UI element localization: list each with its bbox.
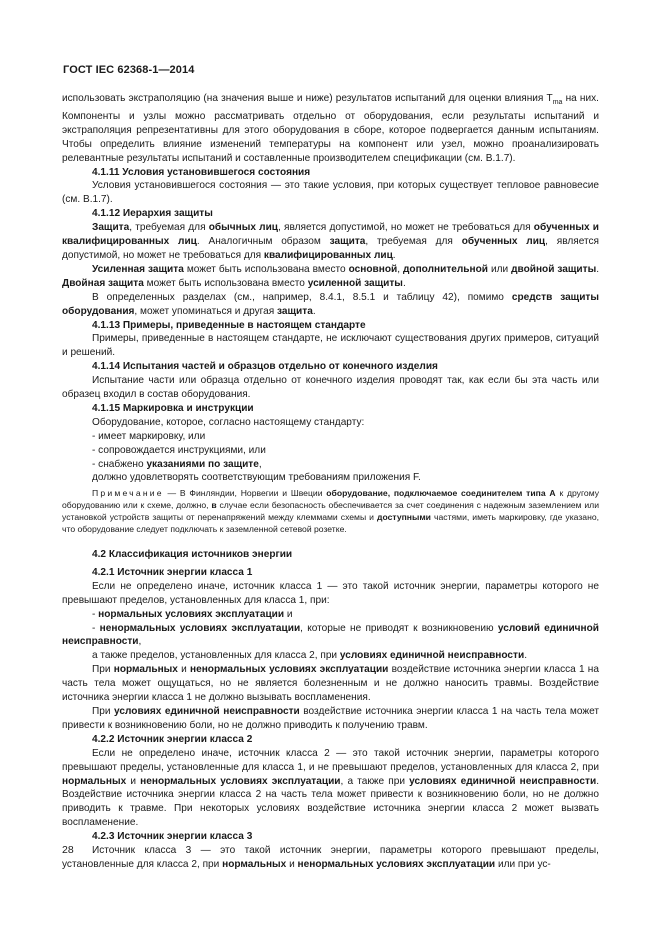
term: нормальных <box>113 664 178 676</box>
note-label: Примечание <box>92 488 164 499</box>
term: средств защиты оборудования <box>62 291 599 317</box>
text: При <box>92 664 114 676</box>
paragraph: Примеры, приведенные в настоящем стандарте, не исключают существования других примеров, ситуаций и решений. <box>62 333 599 359</box>
term: защита <box>329 236 366 248</box>
term: дополнительной <box>403 263 488 275</box>
note <box>62 488 599 536</box>
paragraph: Испытание части или образца отдельно от конечного изделия проводят так, как если бы эта часть или образец входил в состав оборудования. <box>62 375 599 401</box>
text: . <box>312 305 316 317</box>
term: оборудование, подключаемое соединителем типа А <box>326 488 556 499</box>
paragraph: должно удовлетворять соответствующим требованиям приложения F. <box>92 472 421 484</box>
text: может быть использована вместо <box>143 277 308 289</box>
text: , <box>397 263 404 275</box>
section-heading: 4.1.13 Примеры, приведенные в настоящем стандарте <box>92 319 366 331</box>
page-number: 28 <box>62 844 74 856</box>
text: . <box>392 249 396 261</box>
text: а также пределов, установленных для класса 2, при <box>92 650 340 662</box>
text: , которые не приводят к возникновению <box>300 622 498 634</box>
paragraph <box>62 663 599 705</box>
list-item <box>62 458 599 472</box>
text: и <box>126 775 141 787</box>
section-heading: 4.1.14 Испытания частей и образцов отдельно от конечного изделия <box>92 361 438 373</box>
text: , требуемая для <box>129 222 209 234</box>
term: нормальных условиях эксплуатации <box>98 608 285 620</box>
list-item <box>62 622 599 650</box>
text: В определенных разделах (см., например, 8.4.1, 8.5.1 и таблицу 42), помимо <box>92 291 512 303</box>
section-heading: 4.2.3 Источник энергии класса 3 <box>92 831 253 843</box>
document-header: ГОСТ IEC 62368-1—2014 <box>63 64 195 76</box>
term: указаниями по защите <box>146 458 259 470</box>
text: . <box>402 277 406 289</box>
term: квалифицированных лиц <box>263 249 393 261</box>
term: защита <box>277 305 313 317</box>
term: Двойная защита <box>62 277 144 289</box>
section-heading: 4.2.1 Источник энергии класса 1 <box>92 566 253 578</box>
text: Источник класса 3 — это такой источник энергии, параметры которого превышают пределы, установленные для класса 2, при <box>62 845 599 870</box>
text: воздействие источника энергии класса 1 на часть тела может ощущаться, но не является болезненным и не должно наносить травмы. Воздействие источника энергии класса 1 не должно вызывать воспламенения. <box>62 664 599 704</box>
text: , требуемая для <box>365 236 462 248</box>
section-heading: 4.2 Классификация источников энергии <box>92 549 293 561</box>
paragraph <box>62 263 599 291</box>
text: на них. Компоненты и узлы можно рассматривать отдельно от оборудования, если результаты испытаний и экстраполяция репрезентативны для этого оборудования в сборе, которое подвергается данным испытаниям. Чтобы определить влияние изменений температуры на компонент или узел, можно проанализировать релевантные результаты испытаний и составленные производителем спецификации (см. В.1.7). <box>62 93 599 164</box>
subscript: ma <box>552 99 563 107</box>
paragraph <box>62 649 599 663</box>
text: . Воздействие источника энергии класса 2 на часть тела может привести к возникновению боли, но не должно приводить к травме. При некоторых условиях воздействие источника энергии класса 2 может вызвать воспламенение. <box>62 775 599 829</box>
text: может быть использована вместо <box>183 263 349 275</box>
text: к другому оборудованию или к схеме, должно, <box>62 488 600 511</box>
term: ненормальных условиях эксплуатации <box>140 775 341 787</box>
term: нормальных <box>222 858 287 870</box>
text: и <box>284 608 293 620</box>
text: , является допустимой, но может не требоваться для <box>62 236 600 261</box>
text: частями, иметь маркировку, где указано, что оборудование следует подключать к заземленной сетевой розетке. <box>62 512 599 535</box>
term: Усиленная защита <box>92 263 184 275</box>
term: обычных лиц <box>208 222 278 234</box>
paragraph <box>62 747 599 830</box>
text: — В Финляндии, Норвегии и Швеции <box>163 488 327 499</box>
term: усиленной защиты <box>307 277 403 289</box>
text: - <box>92 622 100 634</box>
term: основной <box>348 263 398 275</box>
list-item: - имеет маркировку, или <box>92 430 206 442</box>
text: . <box>596 263 600 275</box>
text: и <box>286 858 298 870</box>
term: условиях единичной неисправности <box>114 705 300 717</box>
term: обученных лиц <box>461 236 546 248</box>
text: , может упоминаться и другая <box>134 305 278 317</box>
paragraph <box>62 705 599 733</box>
text: , является допустимой, но может не требоваться для <box>278 222 534 234</box>
text: , а также при <box>340 775 410 787</box>
section-heading: 4.1.12 Иерархия защиты <box>92 208 213 220</box>
document-body <box>62 92 599 872</box>
paragraph: Если не определено иначе, источник класса 1 — это такой источник энергии, параметры которого не превышают пределов, установленных для класса 1, при: <box>62 580 599 606</box>
text: При <box>92 705 115 717</box>
text: Если не определено иначе, источник класса 2 — это такой источник энергии, параметры которого превышают пределы, установленные для класса 1, и не превышают пределов, установленных для класса 2, при <box>62 747 599 773</box>
text: использовать экстраполяцию (на значения выше и ниже) результатов испытаний для оценки влияния T <box>62 93 553 104</box>
text: , <box>258 458 262 470</box>
term: Защита <box>92 222 130 234</box>
term: доступными <box>377 512 431 523</box>
text: . <box>524 650 527 662</box>
term: ненормальных условиях эксплуатации <box>189 664 389 676</box>
text: , <box>138 636 142 648</box>
term: ненормальных условиях эксплуатации <box>297 858 496 870</box>
paragraph <box>62 291 599 319</box>
text: . Аналогичным образом <box>196 236 330 248</box>
term: условий единичной неисправности <box>62 622 600 648</box>
paragraph: Оборудование, которое, согласно настоящему стандарту: <box>92 416 365 428</box>
text: или <box>487 263 512 275</box>
text: - <box>92 608 99 620</box>
paragraph <box>62 92 599 166</box>
term: двойной защиты <box>511 263 597 275</box>
text: воздействие источника энергии класса 1 на часть тела может привести к возникновению боли, но не должно приводить к получению травм. <box>62 705 599 731</box>
term: обученных и квалифицированных лиц <box>62 222 599 248</box>
term: условиях единичной неисправности <box>409 775 597 787</box>
text: или при ус- <box>495 858 551 870</box>
term: в <box>211 500 217 511</box>
term: условиях единичной неисправности <box>339 650 525 662</box>
text: - снабжено <box>92 458 147 470</box>
text: и <box>177 664 190 676</box>
section-heading: 4.1.11 Условия установившегося состояния <box>92 166 311 178</box>
text: случае если безопасность обеспечивается за счет соединения с надежным заземлением или установкой устройств защиты от перенапряжений между клеммами схемы и <box>62 500 599 523</box>
paragraph: Условия установившегося состояния — это такие условия, при которых существует тепловое равновесие (см. В.1.7). <box>62 180 599 206</box>
paragraph <box>62 844 599 872</box>
list-item <box>62 608 599 622</box>
term: нормальных <box>62 775 127 787</box>
list-item: - сопровождается инструкциями, или <box>92 444 266 456</box>
section-heading: 4.1.15 Маркировка и инструкции <box>92 402 254 414</box>
paragraph <box>62 221 599 263</box>
section-heading: 4.2.2 Источник энергии класса 2 <box>92 733 253 745</box>
term: ненормальных условиях эксплуатации <box>99 622 301 634</box>
